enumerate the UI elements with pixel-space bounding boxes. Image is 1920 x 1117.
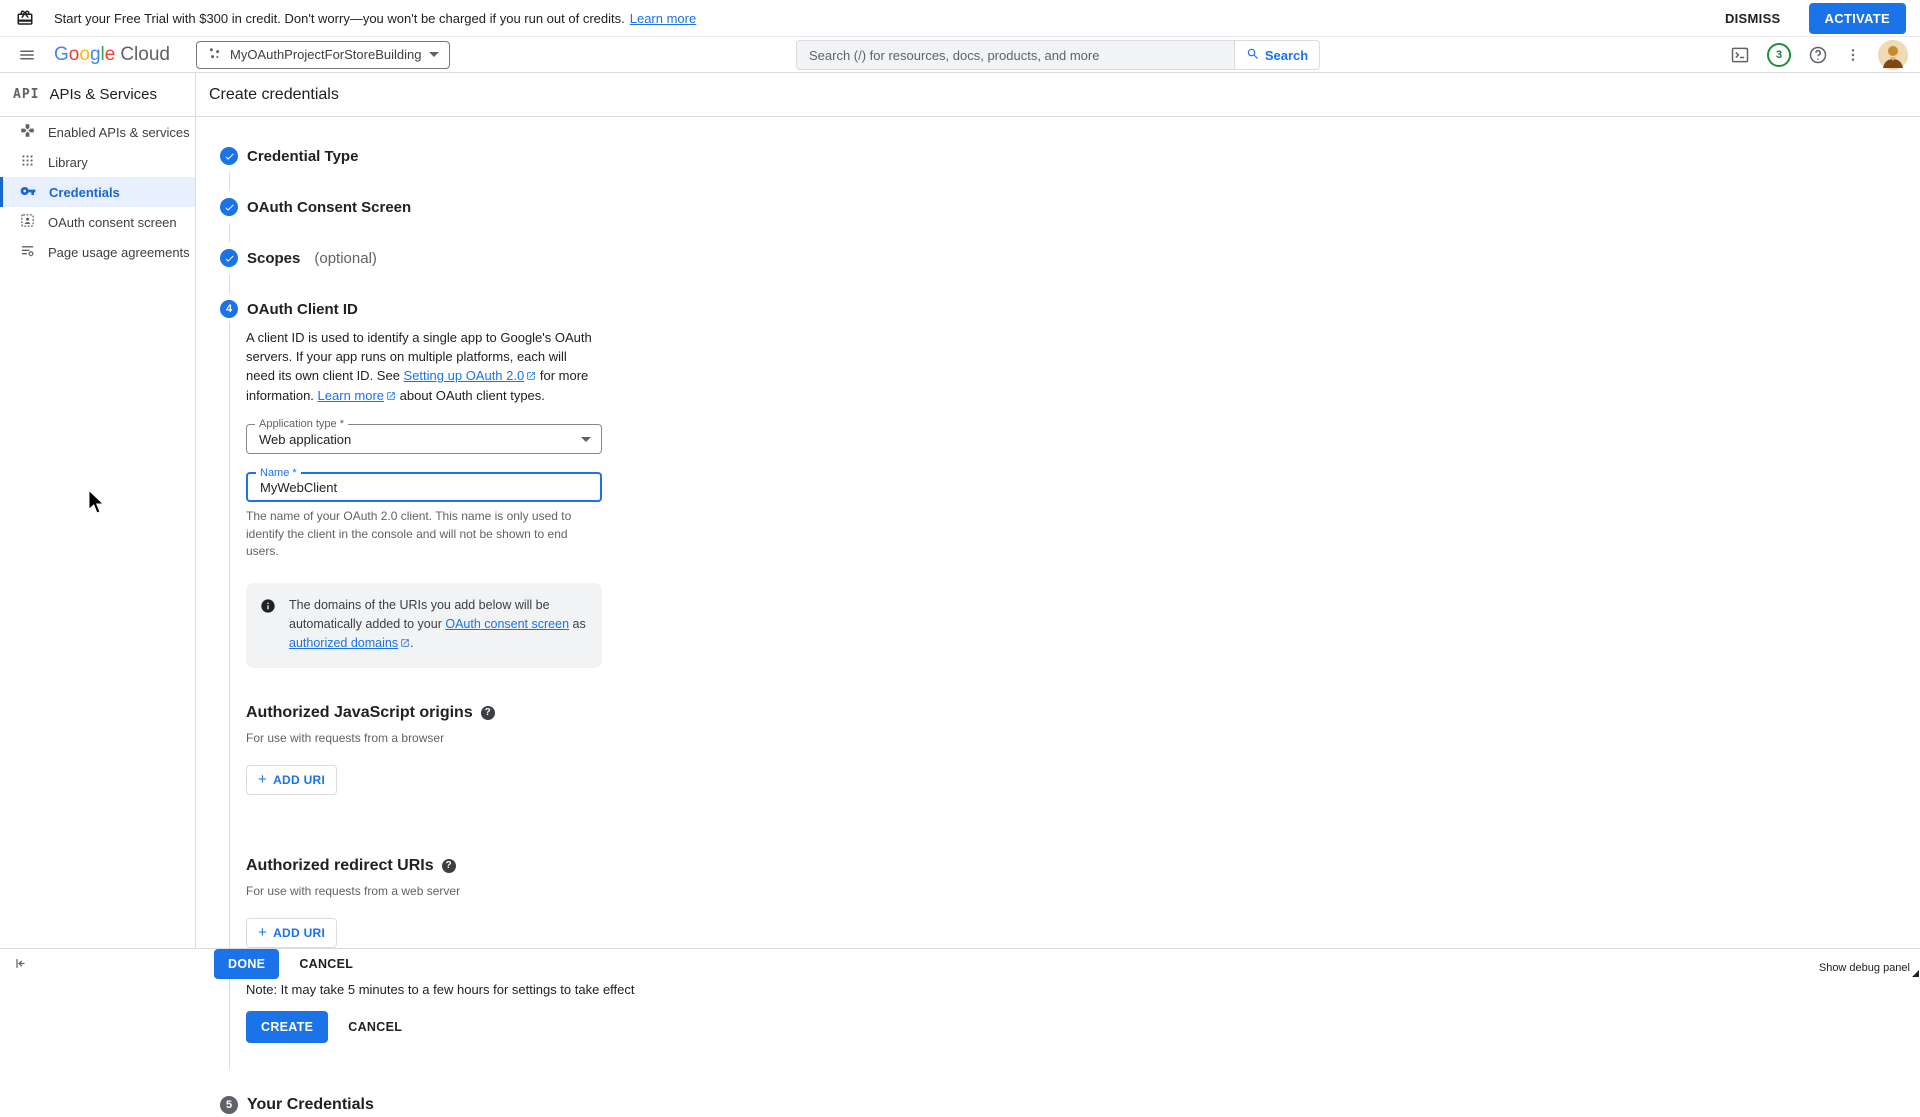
collapse-sidebar-icon[interactable]	[12, 956, 27, 971]
activate-button[interactable]: ACTIVATE	[1809, 3, 1906, 34]
step-scopes: Scopes (optional)	[220, 246, 1920, 270]
free-trial-banner	[0, 0, 1920, 37]
sidebar-item-oauth-consent[interactable]: OAuth consent screen	[0, 207, 195, 237]
create-button[interactable]: CREATE	[246, 1011, 328, 1043]
banner-text: Start your Free Trial with $300 in credit. Don't worry—you won't be charged if you run out of credits.	[54, 10, 625, 26]
client-name-helper: The name of your OAuth 2.0 client. This name is only used to identify the client in the console and will not be shown to end users.	[246, 509, 572, 559]
application-type-select[interactable]	[246, 418, 602, 454]
content-area	[0, 73, 1920, 1113]
step-oauth-client-id: 4 OAuth Client ID	[220, 297, 1920, 321]
oauth-description: A client ID is used to identify a single app to Google's OAuth servers. If your app runs on multiple platforms, each will need its own client ID. See Setting up OAuth 2.0 for more information. Learn more about OAuth client types.	[246, 329, 594, 406]
client-name-label: Name *	[256, 467, 301, 479]
search-button[interactable]: Search	[1234, 40, 1320, 70]
step-4-icon: 4	[220, 300, 238, 318]
domains-info-box	[246, 583, 602, 668]
step-complete-icon	[220, 147, 238, 165]
setting-up-oauth-link[interactable]: Setting up OAuth 2.0	[403, 367, 525, 383]
application-type-value: Web application	[259, 431, 352, 447]
plus-icon: +	[258, 770, 268, 788]
external-link-icon	[526, 368, 536, 387]
redirect-uris-subtitle: For use with requests from a web server	[246, 883, 461, 898]
chevron-down-icon	[581, 437, 591, 442]
redirect-uris-help-icon[interactable]: ?	[442, 859, 456, 873]
settings-note: Note: It may take 5 minutes to a few hours for settings to take effect	[246, 981, 635, 997]
api-logo-icon: API	[13, 87, 40, 102]
oauth-consent-screen-link[interactable]: OAuth consent screen	[445, 616, 570, 631]
search-bar	[796, 40, 1320, 70]
info-icon	[260, 598, 276, 655]
help-icon[interactable]	[1808, 45, 1828, 65]
domains-info-text: The domains of the URIs you add below will be automatically added to your OAuth consent screen as authorized domains .	[289, 596, 588, 655]
banner-learn-more-link[interactable]: Learn more	[629, 10, 697, 26]
step-your-credentials: 5 Your Credentials	[220, 1093, 1920, 1117]
project-icon	[207, 46, 222, 64]
step-complete-icon	[220, 249, 238, 267]
main-panel	[196, 73, 1920, 1113]
client-name-field	[246, 467, 602, 502]
step-connector	[229, 274, 230, 293]
sidebar-item-enabled-apis[interactable]: Enabled APIs & services	[0, 117, 195, 147]
external-link-icon	[386, 388, 396, 407]
application-type-label: Application type *	[255, 418, 348, 430]
sidebar-title: APIs & Services	[49, 86, 158, 103]
search-icon	[1246, 47, 1260, 64]
oauth-actions	[246, 1011, 1920, 1043]
sidebar-item-library[interactable]: Library	[0, 147, 195, 177]
header-icons	[1730, 37, 1908, 73]
page-title: Create credentials	[196, 73, 1920, 117]
google-cloud-logo: G o o g l e Cloud	[54, 43, 170, 65]
cloud-shell-icon[interactable]	[1730, 45, 1750, 65]
wizard-footer-actions	[214, 949, 353, 979]
bottom-bar	[0, 948, 1920, 978]
sidebar-item-credentials[interactable]: Credentials	[0, 177, 195, 207]
search-input[interactable]	[796, 40, 1234, 70]
redirect-uris-title: Authorized redirect URIs	[246, 856, 434, 874]
app-header	[0, 37, 1920, 73]
client-name-input[interactable]	[248, 480, 578, 495]
consent-screen-icon	[20, 213, 35, 231]
step-connector	[229, 172, 230, 191]
step-oauth-consent: OAuth Consent Screen	[220, 195, 1920, 219]
external-link-icon	[400, 635, 410, 654]
js-origins-header	[246, 704, 1920, 722]
redirect-uris-add-uri-button[interactable]: + ADD URI	[246, 918, 337, 948]
debug-grip-icon	[1912, 970, 1919, 977]
chevron-down-icon	[429, 52, 439, 57]
more-options-icon[interactable]	[1845, 47, 1861, 63]
footer-cancel-button[interactable]: CANCEL	[299, 956, 354, 971]
show-debug-panel-toggle[interactable]: Show debug panel	[1818, 962, 1910, 974]
gift-icon	[16, 9, 34, 27]
library-icon	[20, 153, 35, 171]
js-origins-title: Authorized JavaScript origins	[246, 703, 473, 721]
plus-icon: +	[258, 923, 268, 941]
js-origins-add-uri-button[interactable]: + ADD URI	[246, 765, 337, 795]
sidebar	[0, 73, 196, 978]
avatar[interactable]	[1878, 40, 1908, 70]
dismiss-button[interactable]: DISMISS	[1724, 10, 1781, 26]
project-name: MyOAuthProjectForStoreBuilding	[229, 47, 422, 62]
redirect-uris-header	[246, 857, 1920, 875]
trial-days-badge[interactable]: 3	[1767, 43, 1791, 67]
js-origins-help-icon[interactable]: ?	[481, 706, 495, 720]
learn-more-link[interactable]: Learn more	[317, 387, 385, 403]
enabled-apis-icon	[20, 123, 35, 141]
done-button[interactable]: DONE	[214, 949, 279, 979]
cancel-button[interactable]: CANCEL	[348, 1019, 403, 1034]
sidebar-item-page-usage[interactable]: Page usage agreements	[0, 237, 195, 267]
sidebar-header	[0, 73, 195, 117]
key-icon	[20, 183, 36, 202]
step-5-icon: 5	[220, 1096, 238, 1114]
step-credential-type: Credential Type	[220, 144, 1920, 168]
menu-icon[interactable]	[14, 42, 40, 68]
agreements-icon	[20, 243, 35, 261]
step-complete-icon	[220, 198, 238, 216]
authorized-domains-link[interactable]: authorized domains	[289, 636, 399, 651]
js-origins-subtitle: For use with requests from a browser	[246, 730, 445, 745]
step-connector	[229, 223, 230, 242]
project-selector[interactable]	[196, 41, 450, 69]
